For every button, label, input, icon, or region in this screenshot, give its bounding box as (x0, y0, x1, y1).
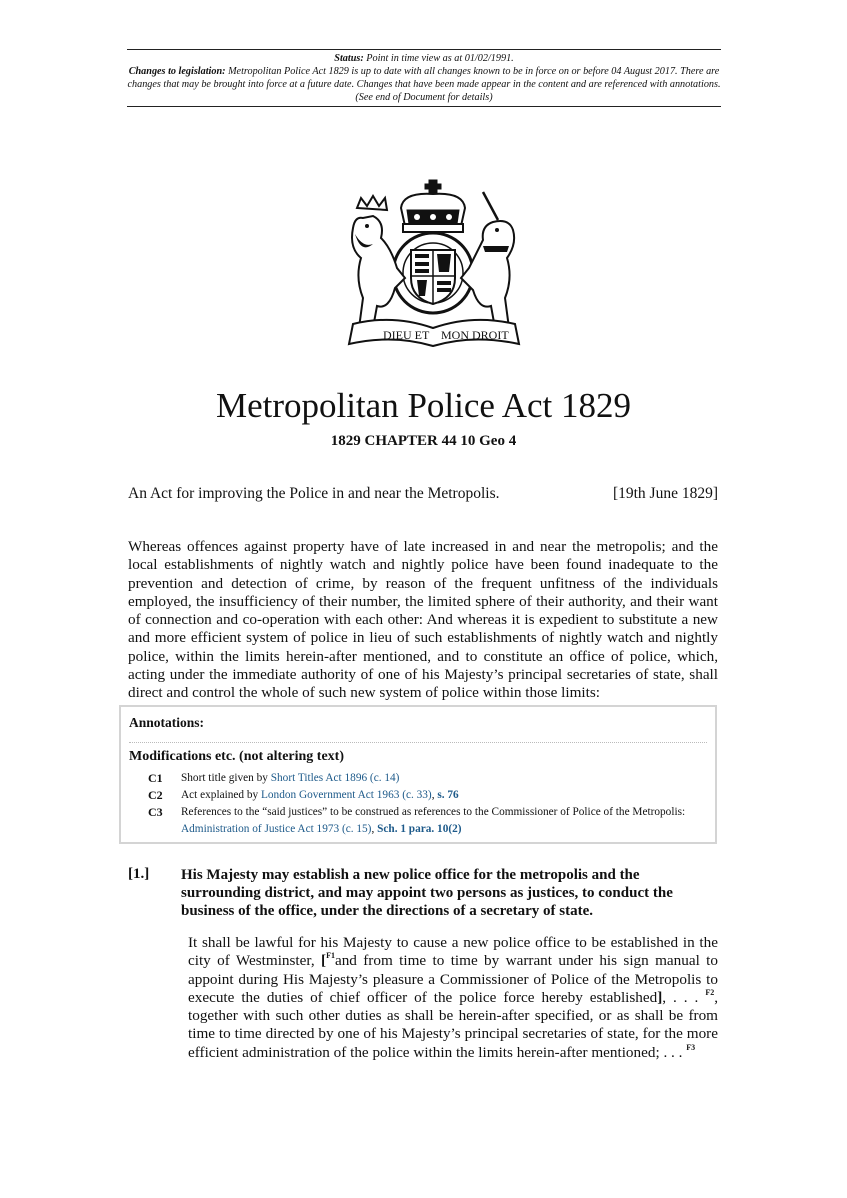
annotation-code: C1 (148, 771, 163, 785)
section-number: [1.] (128, 866, 150, 882)
annotation-item-c3 (148, 804, 708, 838)
annotations-divider (129, 742, 707, 743)
link-section-76[interactable]: s. 76 (437, 789, 459, 801)
annotations-heading: Annotations: (129, 715, 205, 730)
changes-label: Changes to legislation: (128, 66, 226, 77)
annotation-code: C3 (148, 805, 163, 819)
annotations-subheading: Modifications etc. (not altering text) (129, 749, 344, 764)
changes-text: Metropolitan Police Act 1829 is up to date with all changes known to be in force on or before 04 August 2017. There are changes that may be brought into force at a future date. Changes that have been made appear in the content and are referenced with annotations. (See end of Document for details) (127, 66, 721, 103)
section-heading: His Majesty may establish a new police office for the metropolis and the surrounding district, and may appoint two persons as justices, to conduct the business of the office, under the directions of a secretary of state. (181, 867, 673, 919)
link-sch-1-para-10-2[interactable]: Sch. 1 para. 10(2) (377, 823, 462, 835)
link-administration-of-justice-act-1973[interactable]: Administration of Justice Act 1973 (c. 15) (181, 823, 372, 835)
repeal-ellipsis: , . . . (662, 988, 706, 1006)
annotation-text: Act explained by (181, 789, 261, 801)
long-title-row (128, 484, 718, 504)
chapter-number: 1829 CHAPTER 44 10 Geo 4 (330, 433, 517, 449)
annotations-list (148, 770, 708, 838)
annotation-separator: , (431, 789, 438, 801)
motto-left: DIEU ET (383, 328, 430, 342)
section-text: It shall be lawful for his Majesty to cause a new police office to be established in the city of Westminster, (188, 934, 718, 970)
footnote-f2[interactable]: F2 (705, 987, 715, 997)
annotation-code: C2 (148, 788, 163, 802)
preamble: Whereas offences against property have of late increased in and near the metropolis; and the local establishments of nightly watch and nightly police have been found inadequate to the prevention and detection of crime, by reason of the frequent unfitness of the individuals employed, the insufficiency of their number, the limited sphere of their authority, and their want of connection and co-operation with each other: And whereas it is expedient to substitute a new and more efficient system of police in lieu of such establishments of nightly watch and nightly police, within the limits herein-after mentioned, and to constitute an office of police, which, acting under the immediate authority of one of his Majesty’s principal secretaries of state, shall direct and control the whole of such new system of police within those limits: (128, 538, 718, 702)
motto-right: MON DROIT (441, 328, 509, 342)
section-text: and from time to time by warrant under his sign manual to appoint during His Majesty’s pleasure a Commissioner of Police of the Metropolis to execute the duties of chief officer of the police force hereby established (188, 952, 718, 1006)
long-title: An Act for improving the Police in and near the Metropolis. (128, 485, 500, 502)
annotation-text: References to the “said justices” to be construed as references to the Commissioner of Police of the Metropolis: (181, 806, 686, 818)
page-title: Metropolitan Police Act 1829 (215, 386, 632, 426)
annotation-item-c1 (148, 770, 708, 787)
status-banner (127, 49, 721, 107)
royal-coat-of-arms-icon (333, 178, 533, 350)
link-short-titles-act-1896[interactable]: Short Titles Act 1896 (c. 14) (270, 772, 400, 784)
footnote-f3[interactable]: F3 (686, 1042, 696, 1052)
annotation-separator: , (371, 823, 378, 835)
amendment-close-bracket: ] (657, 988, 663, 1006)
footnote-f1[interactable]: F1 (326, 951, 335, 961)
status-label: Status: (334, 53, 364, 64)
link-london-government-act-1963[interactable]: London Government Act 1963 (c. 33) (261, 789, 432, 801)
amendment-open-bracket: [ (321, 952, 327, 970)
section-text: , together with such other duties as shall be herein-after specified, or as shall be from time to time directed by one of his Majesty’s principal secretaries of state, for the more efficient administration of the police within the limits herein-after mentioned; . . . (188, 988, 718, 1061)
enactment-date: [19th June 1829] (612, 485, 718, 502)
section-1-body (188, 934, 718, 1062)
annotation-item-c2 (148, 787, 708, 804)
annotations-box (119, 705, 717, 844)
annotation-text: Short title given by (181, 772, 271, 784)
status-text: Point in time view as at 01/02/1991. (363, 53, 514, 64)
